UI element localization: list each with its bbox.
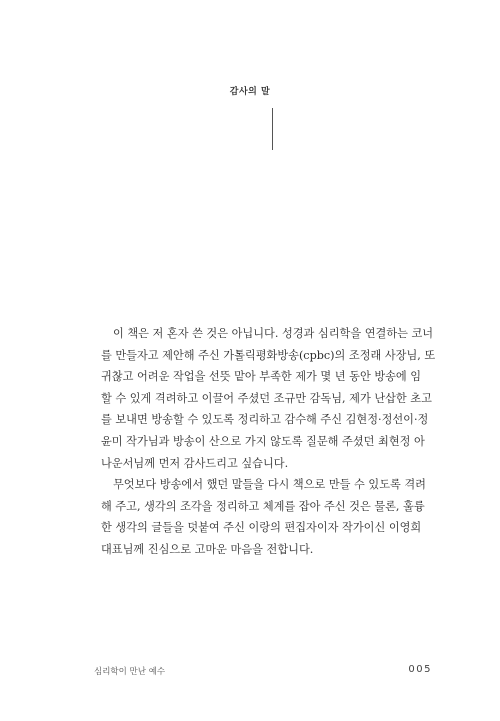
text-line: 해 주고, 생각의 조각을 정리하고 체계를 잡아 주신 것은 물론, 훌륭	[101, 499, 425, 513]
text-line: 대표님께 진심으로 고마운 마음을 전합니다.	[101, 542, 314, 556]
text-line: 를 만들자고 제안해 주신 가톨릭평화방송(cpbc)의 조정래 사장님, 또	[101, 348, 436, 362]
text-line: 귀찮고 어려운 작업을 선뜻 맡아 부족한 제가 몇 년 동안 방송에 임	[101, 370, 422, 384]
paragraph	[101, 323, 436, 474]
text-line: 무엇보다 방송에서 했던 말들을 다시 책으로 만들 수 있도록 격려	[113, 478, 426, 492]
body-text	[101, 323, 436, 561]
text-line: 윤미 작가님과 방송이 산으로 가지 않도록 질문해 주셨던 최현정 아	[101, 434, 425, 448]
page-number: 005	[408, 664, 432, 675]
text-line: 한 생각의 글들을 덧붙여 주신 이랑의 편집자이자 작가이신 이영희	[101, 521, 422, 535]
text-line: 할 수 있게 격려하고 이끌어 주셨던 조규만 감독님, 제가 난삽한 초고	[101, 391, 432, 405]
footer-book-title: 심리학이 만난 예수	[94, 667, 166, 677]
text-line: 를 보내면 방송할 수 있도록 정리하고 감수해 주신 김현정·정선이·정	[101, 413, 429, 427]
page-heading: 감사의 말	[229, 87, 271, 97]
text-line: 이 책은 저 혼자 쓴 것은 아닙니다. 성경과 심리학을 연결하는 코너	[113, 327, 434, 340]
text-line: 나운서님께 먼저 감사드리고 싶습니다.	[101, 456, 289, 470]
paragraph	[101, 474, 426, 560]
heading-divider	[272, 108, 273, 150]
